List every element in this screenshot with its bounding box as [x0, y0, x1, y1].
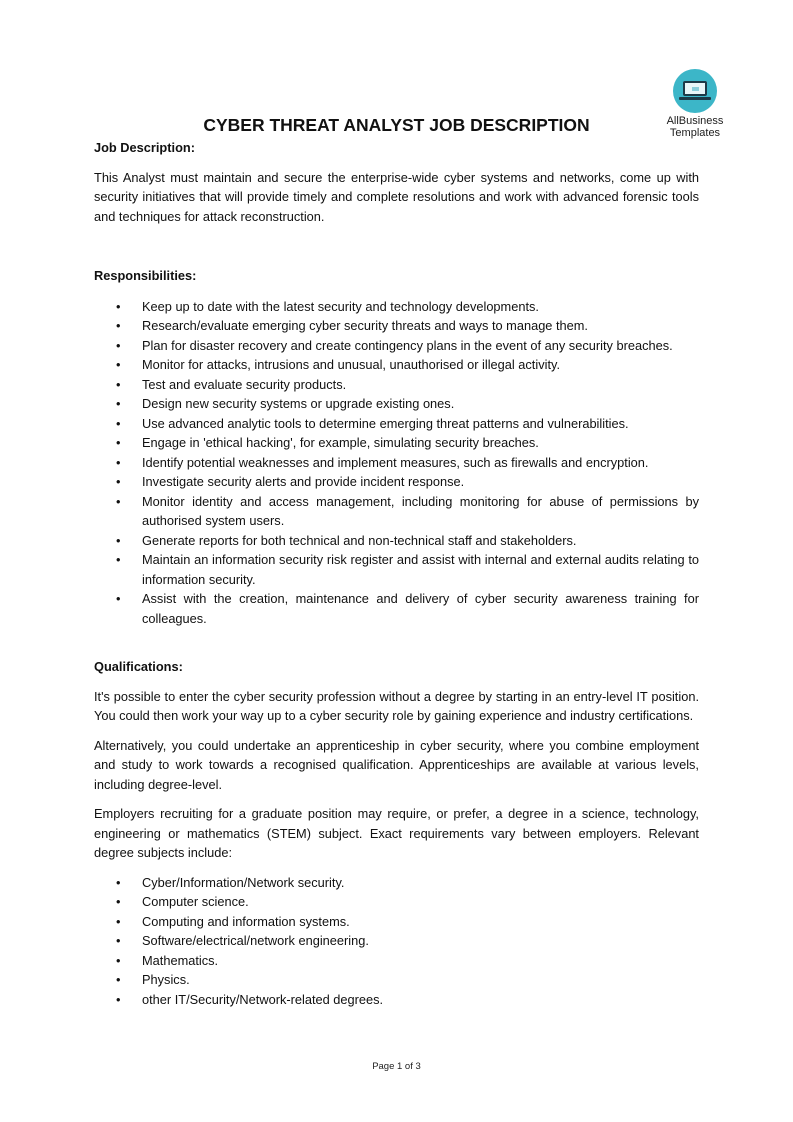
page-number: Page 1 of 3: [372, 1061, 421, 1072]
qualifications-paragraph: Employers recruiting for a graduate position may require, or prefer, a degree in a science, technology, engineering or mathematics (STEM) subject. Exact requirements vary between employers. Relevant degree subjects include:: [94, 806, 699, 860]
list-item: • Engage in 'ethical hacking', for example, simulating security breaches.: [94, 433, 699, 453]
list-item: • Physics.: [94, 970, 699, 990]
job-description-heading: Job Description:: [94, 140, 195, 155]
responsibilities-heading: Responsibilities:: [94, 268, 197, 283]
qualifications-paragraph: Alternatively, you could undertake an apprenticeship in cyber security, where you combine employment and study to work towards a recognised qualification. Apprenticeships are available at various levels, including degree-level.: [94, 737, 699, 792]
list-item: • Keep up to date with the latest security and technology developments.: [94, 297, 699, 317]
list-item: • Maintain an information security risk register and assist with internal and external audits relating to information security.: [94, 550, 699, 589]
list-item: • Assist with the creation, maintenance and delivery of cyber security awareness training for colleagues.: [94, 589, 699, 628]
list-item: • Computer science.: [94, 892, 699, 912]
page-title: CYBER THREAT ANALYST JOB DESCRIPTION: [203, 115, 590, 135]
qualifications-heading: Qualifications:: [94, 659, 183, 674]
list-item: • Test and evaluate security products.: [94, 375, 699, 395]
list-item: • Cyber/Information/Network security.: [94, 873, 699, 893]
logo-text-line2: Templates: [669, 127, 721, 139]
list-item: • Mathematics.: [94, 951, 699, 971]
list-item: • other IT/Security/Network-related degrees.: [94, 990, 699, 1010]
list-item: • Plan for disaster recovery and create contingency plans in the event of any security breaches.: [94, 336, 699, 356]
job-description-text: This Analyst must maintain and secure the enterprise-wide cyber systems and networks, come up with security initiatives that will provide timely and complete resolutions and work with advanced forensic tools and techniques for attack reconstruction.: [94, 169, 699, 224]
list-item: • Design new security systems or upgrade existing ones.: [94, 394, 699, 414]
list-item: • Use advanced analytic tools to determine emerging threat patterns and vulnerabilities.: [94, 414, 699, 434]
list-item: • Identify potential weaknesses and implement measures, such as firewalls and encryption.: [94, 453, 699, 473]
list-item: • Software/electrical/network engineering.: [94, 931, 699, 951]
document-body: [94, 138, 699, 1009]
list-item: • Monitor for attacks, intrusions and unusual, unauthorised or illegal activity.: [94, 355, 699, 375]
list-item: • Generate reports for both technical and non-technical staff and stakeholders.: [94, 531, 699, 551]
degree-subjects-list: [94, 873, 699, 1010]
laptop-icon: [673, 69, 717, 113]
list-item: • Computing and information systems.: [94, 912, 699, 932]
list-item: • Monitor identity and access management, including monitoring for abuse of permissions by authorised system users.: [94, 492, 699, 531]
list-item: • Research/evaluate emerging cyber security threats and ways to manage them.: [94, 316, 699, 336]
responsibilities-list: [94, 297, 699, 629]
logo-text-line1: AllBusiness: [666, 115, 724, 127]
qualifications-paragraph: It's possible to enter the cyber security profession without a degree by starting in an entry-level IT position. You could then work your way up to a cyber security role by gaining experience and industry certifications.: [94, 688, 699, 723]
list-item: • Investigate security alerts and provide incident response.: [94, 472, 699, 492]
